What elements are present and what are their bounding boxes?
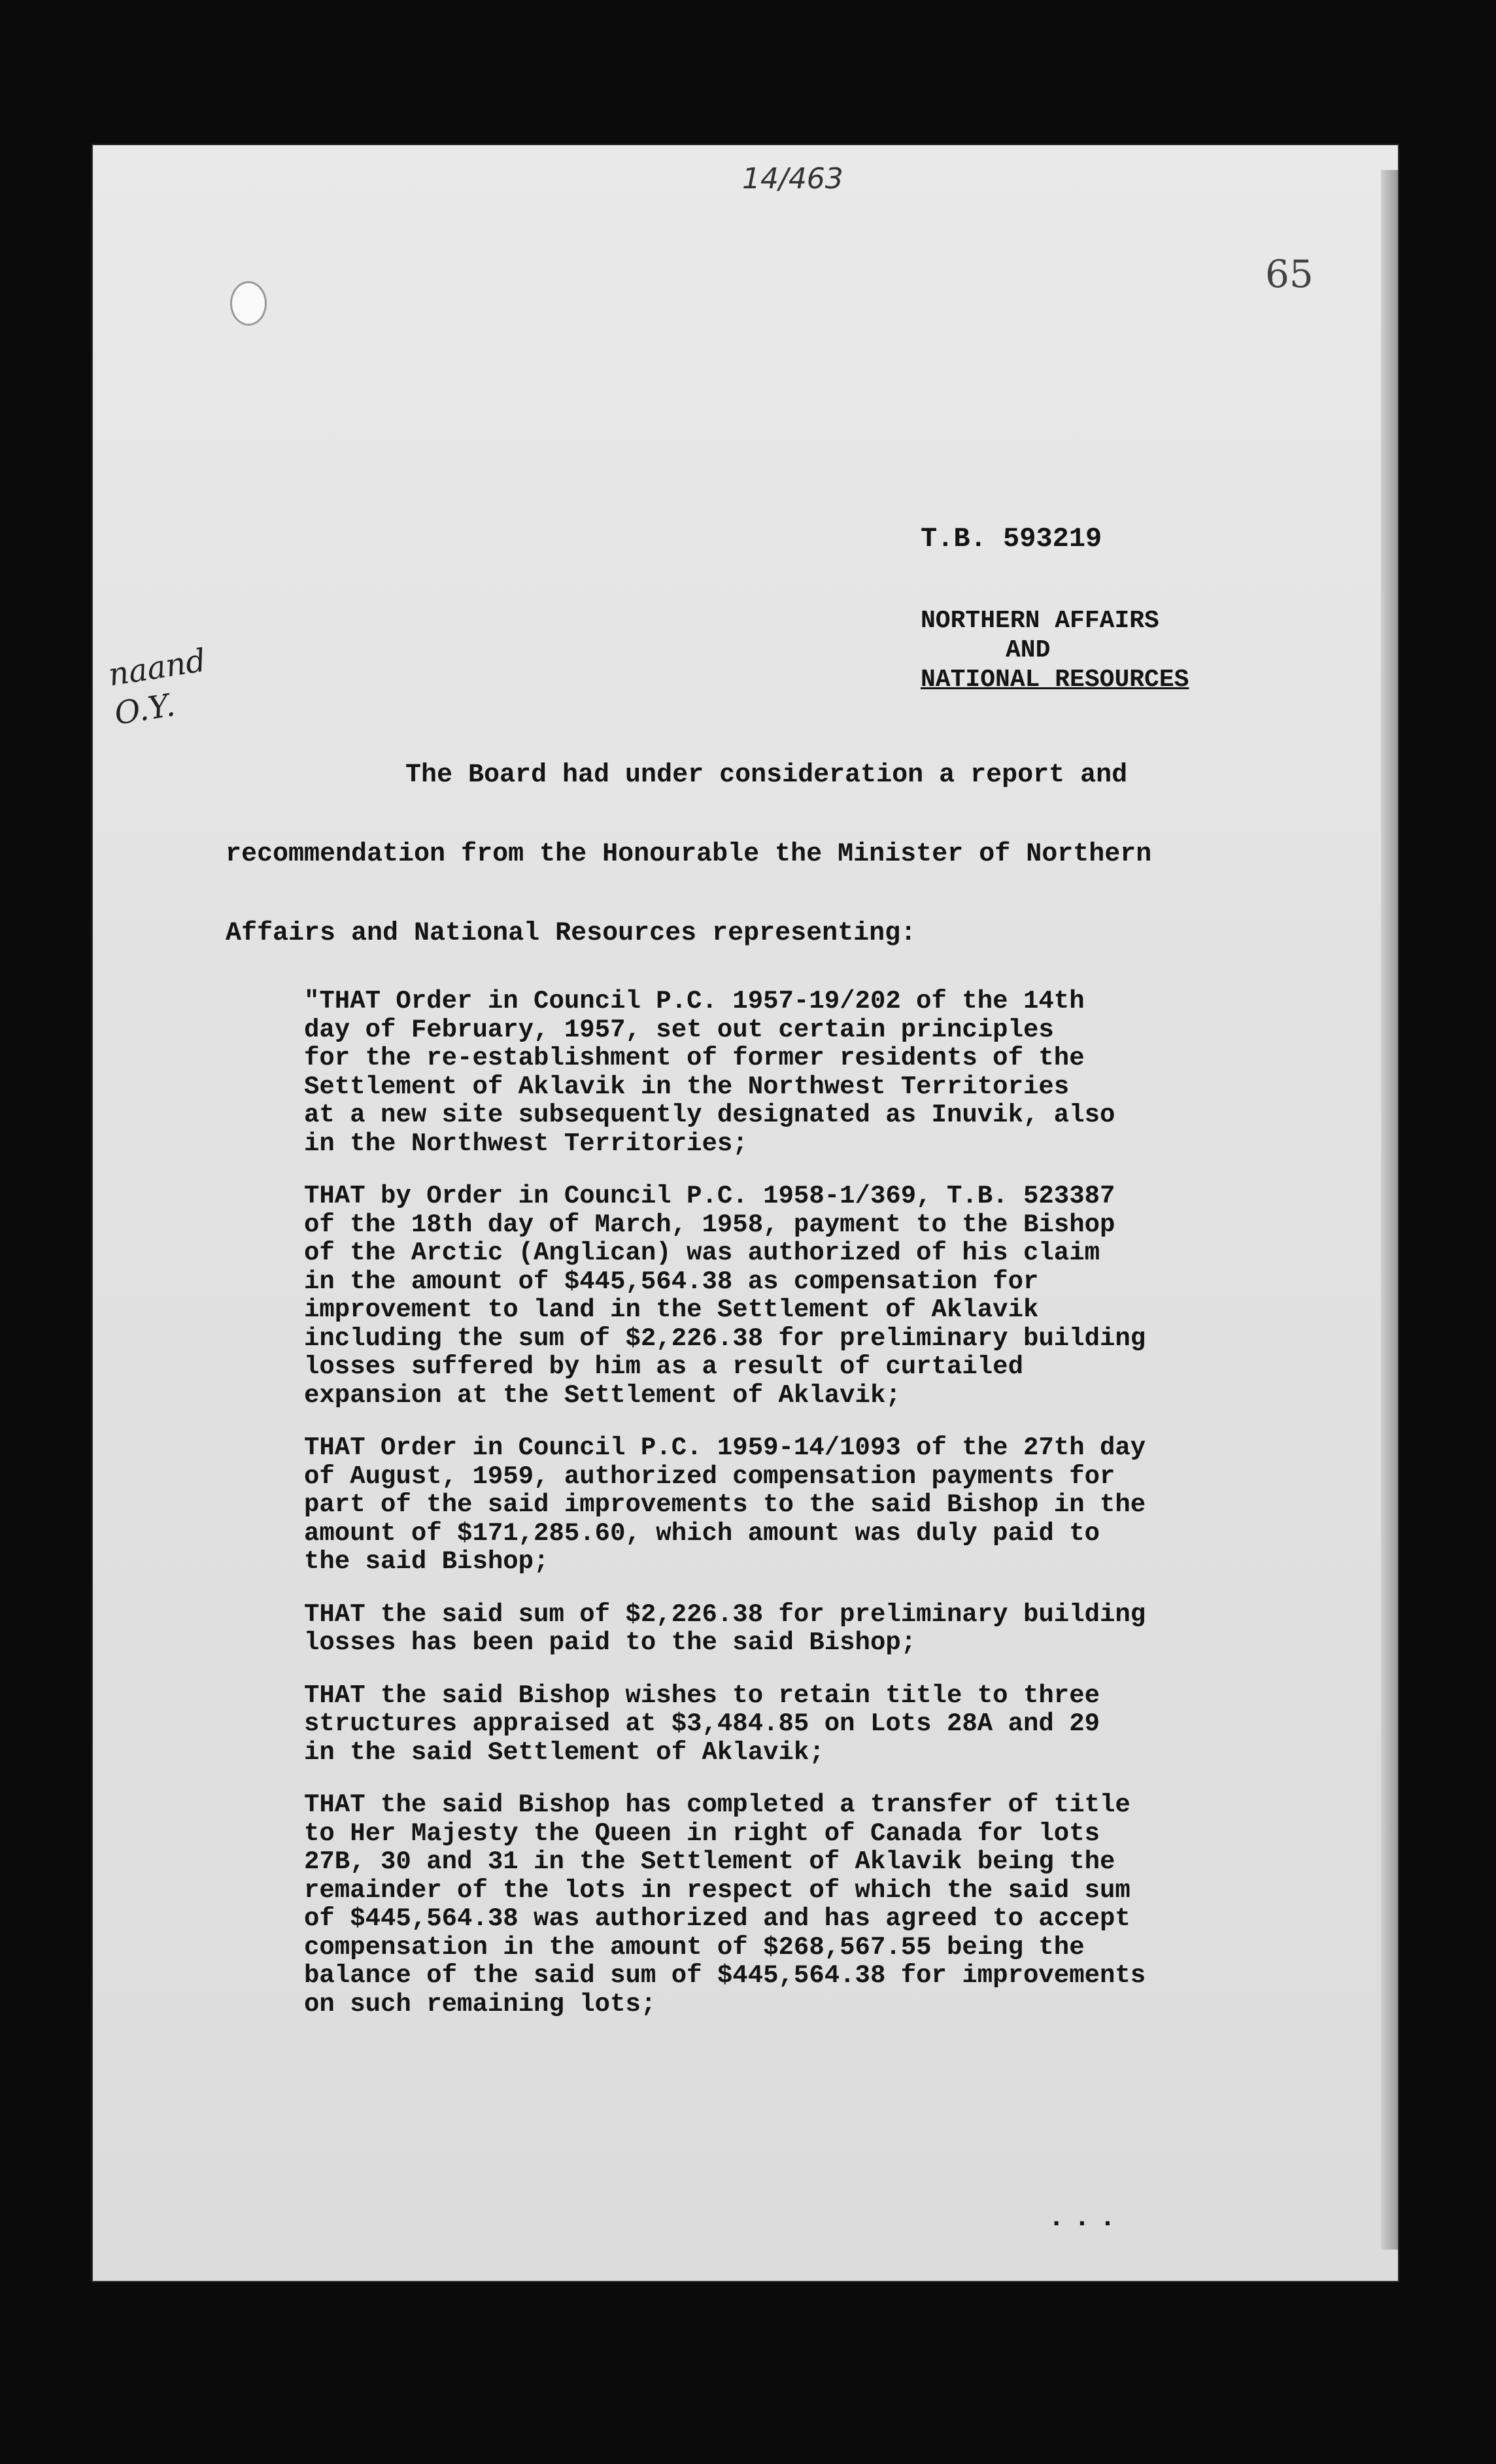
handwritten-note: naand O.Y. (105, 642, 209, 732)
recital-paragraph: THAT the said Bishop has completed a transfer of title to Her Majesty the Queen in right of Canada for lots 27B, 30 and 31 in the Settlement of Aklavik being the remainder of the lots in respect of which the said sum of $445,564.38 was authorized and has agreed to accept compensation in the amount of $268,567.55 being the balance of the said sum of $445,564.38 for improvements on such remaining lots; (304, 1790, 1146, 2019)
document-page (92, 144, 1399, 2282)
intro-text (226, 736, 1298, 973)
recitals (304, 987, 1324, 2043)
binder-hole-icon (230, 281, 267, 326)
treasury-board-number: T.B. 593219 (921, 523, 1102, 555)
archive-reference: 14/463 (742, 162, 843, 196)
recital-paragraph: THAT the said Bishop wishes to retain title to three structures appraised at $3,484.85 on Lots 28A and 29 in the said Settlement of Aklavik; (304, 1681, 1100, 1767)
recital-paragraph: THAT the said sum of $2,226.38 for preliminary building losses has been paid to the said Bishop; (304, 1600, 1146, 1657)
continued-marker: ... (1048, 2202, 1125, 2234)
page-number: 65 (1265, 252, 1314, 296)
recital-paragraph: THAT Order in Council P.C. 1959-14/1093 of the 27th day of August, 1959, authorized compensation payments for part of the said improvements to the said Bishop in the amount of $171,285.60, which amount was duly paid to the said Bishop; (304, 1433, 1146, 1576)
recital-paragraph: THAT by Order in Council P.C. 1958-1/369, T.B. 523387 of the 18th day of March, 1958, payment to the Bishop of the Arctic (Anglican) was authorized of his claim in the amount of $445,564.38 as compensation for improvement to land in the Settlement of Aklavik including the sum of $2,226.38 for preliminary building losses suffered by him as a result of curtailed expansion at the Settlement of Aklavik; (304, 1182, 1146, 1410)
page-edge-shadow (1381, 170, 1398, 2250)
intro-line-3: Affairs and National Resources representing: (226, 919, 917, 948)
intro-line-2: recommendation from the Honourable the Minister of Northern (226, 840, 1152, 869)
department-line-3: NATIONAL RESOURCES (921, 666, 1189, 694)
intro-line-1: The Board had under consideration a report and (405, 761, 1128, 790)
recital-paragraph: "THAT Order in Council P.C. 1957-19/202 of the 14th day of February, 1957, set out certain principles for the re-establishment of former residents of the Settlement of Aklavik in the Northwest Territories at a new site subsequently designated as Inuvik, also in the Northwest Territories; (304, 987, 1115, 1158)
department-line-1: NORTHERN AFFAIRS (921, 607, 1159, 635)
department-heading (921, 606, 1189, 694)
department-line-2: AND (1006, 636, 1051, 664)
